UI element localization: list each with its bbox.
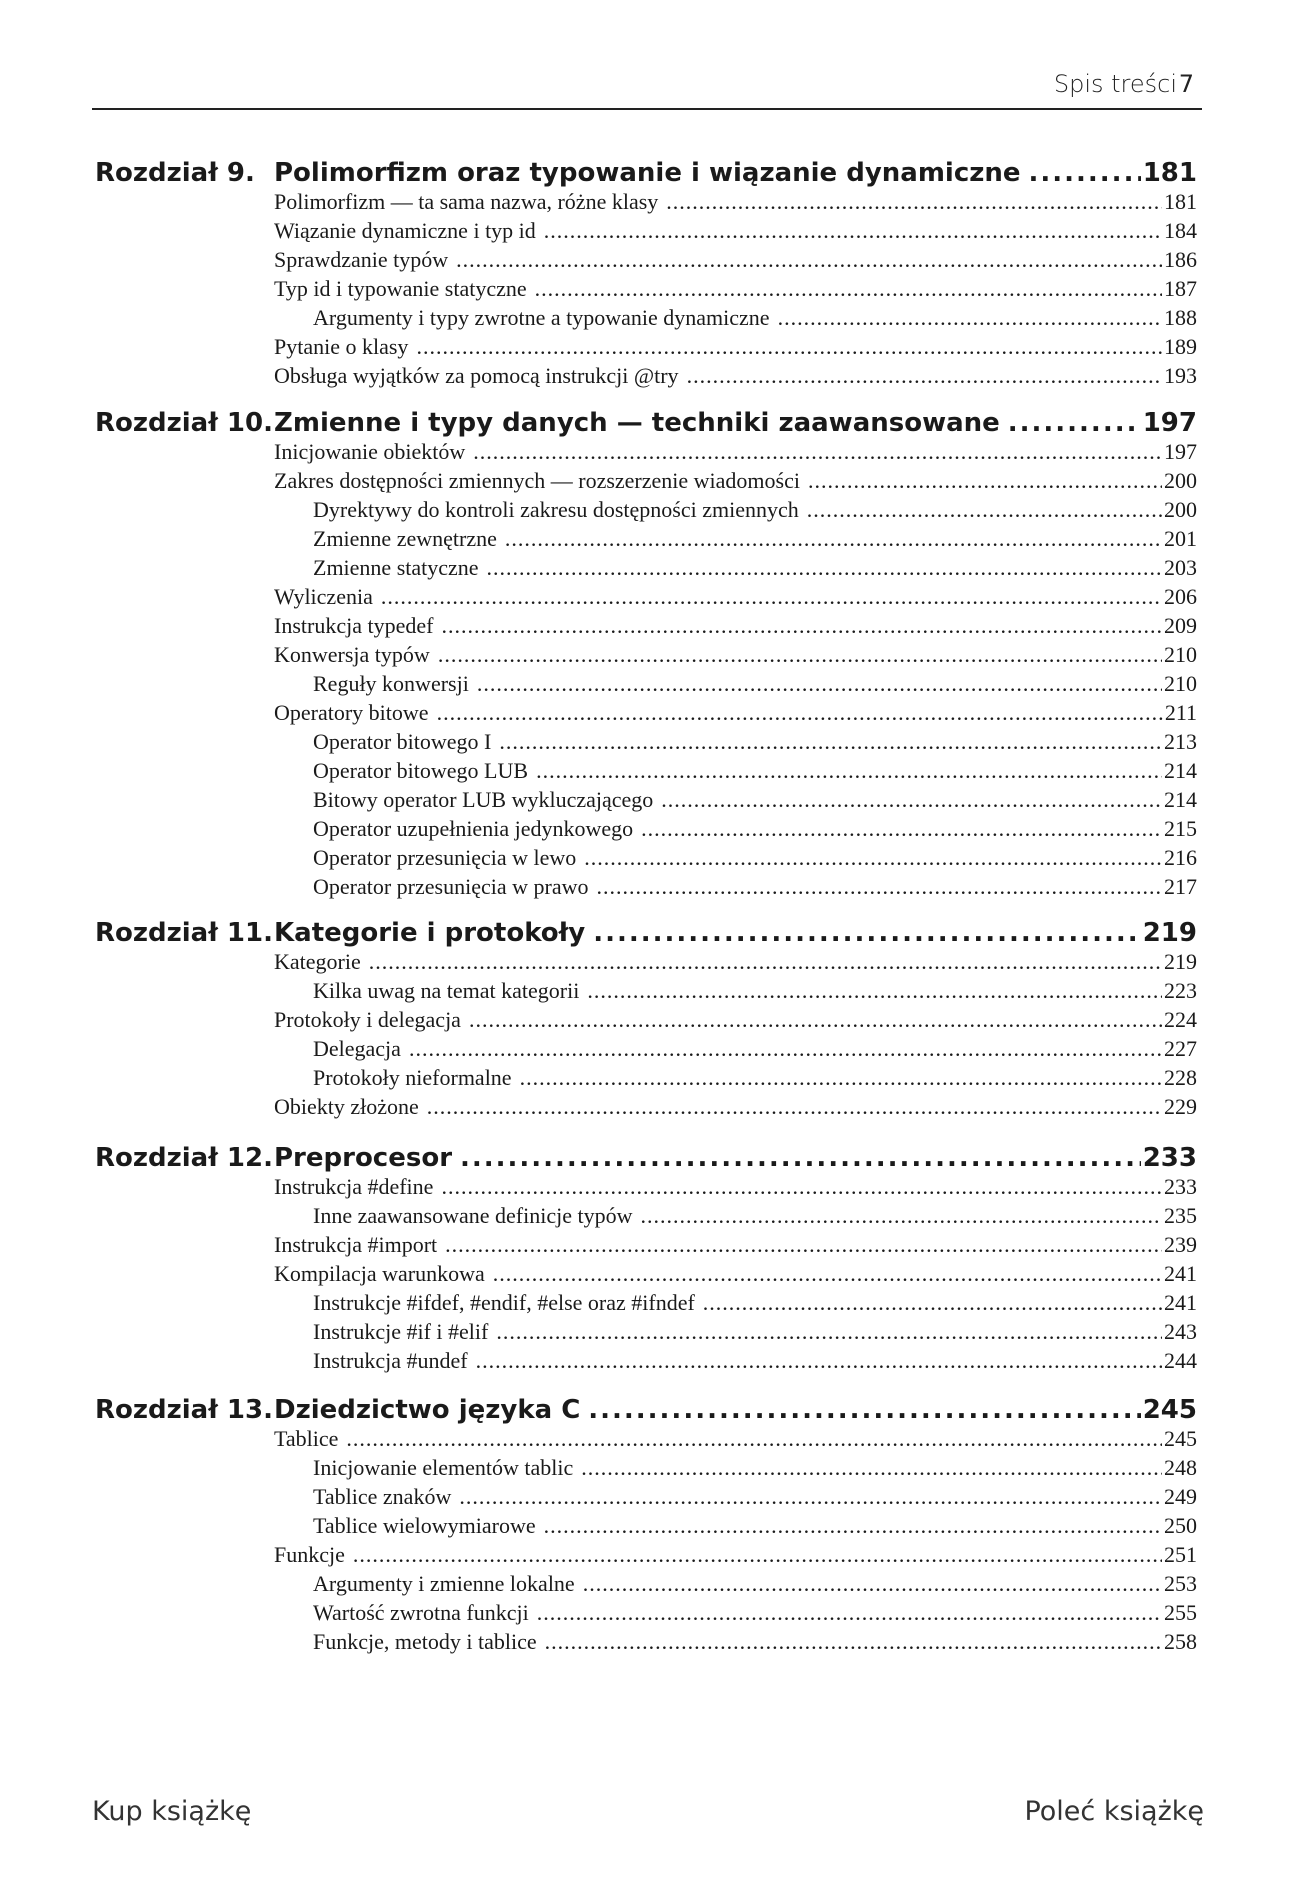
running-title: Spis treści: [1053, 70, 1177, 98]
entry-title: Operator przesunięcia w lewo: [313, 845, 577, 870]
toc-section[interactable]: [274, 187, 1197, 216]
dot-leader: [583, 1569, 1162, 1598]
chapter-page: 245: [1142, 1395, 1197, 1425]
entry-title: Zmienne statyczne: [313, 555, 479, 580]
toc-section[interactable]: [274, 611, 1197, 640]
toc-section[interactable]: [274, 361, 1197, 390]
entry-page: 203: [1164, 555, 1197, 580]
entry-page: 244: [1164, 1348, 1197, 1373]
entry-title: Operator uzupełnienia jedynkowego: [313, 816, 634, 841]
toc-section[interactable]: [274, 1424, 1197, 1453]
chapter-number: Rozdział 9.: [95, 158, 255, 188]
dot-leader: [661, 785, 1162, 814]
entry-title: Inicjowanie elementów tablic: [313, 1455, 574, 1480]
entry-title: Wyliczenia: [274, 584, 373, 609]
chapter-page: 219: [1142, 918, 1197, 948]
toc-subsection[interactable]: [313, 303, 1197, 332]
entry-title: Konwersja typów: [274, 642, 430, 667]
entry-title: Operator przesunięcia w prawo: [313, 874, 589, 899]
dot-leader: [427, 1092, 1162, 1121]
dot-leader: [409, 1034, 1162, 1063]
toc-section[interactable]: [274, 1092, 1197, 1121]
entry-page: 209: [1164, 613, 1197, 638]
toc-subsection[interactable]: [313, 1346, 1197, 1375]
toc-subsection[interactable]: [313, 785, 1197, 814]
dot-leader: [544, 1511, 1162, 1540]
dot-leader: [593, 916, 1140, 950]
entry-title: Funkcje: [274, 1542, 345, 1567]
chapter-title-row[interactable]: [274, 156, 1197, 190]
toc-subsection[interactable]: [313, 1511, 1197, 1540]
chapter-title-row[interactable]: [274, 1393, 1197, 1427]
entry-title: Tablice wielowymiarowe: [313, 1513, 536, 1538]
toc-section[interactable]: [274, 1230, 1197, 1259]
entry-page: 241: [1164, 1290, 1197, 1315]
entry-title: Wiązanie dynamiczne i typ id: [274, 218, 536, 243]
dot-leader: [520, 1063, 1162, 1092]
toc-section[interactable]: [274, 640, 1197, 669]
entry-title: Instrukcja typedef: [274, 613, 434, 638]
dot-leader: [505, 524, 1162, 553]
toc-section[interactable]: [274, 582, 1197, 611]
toc-subsection[interactable]: [313, 1482, 1197, 1511]
entry-page: 214: [1164, 758, 1197, 783]
dot-leader: [778, 303, 1162, 332]
dot-leader: [807, 495, 1162, 524]
entry-page: 187: [1164, 276, 1197, 301]
entry-page: 189: [1164, 334, 1197, 359]
dot-leader: [1008, 406, 1141, 440]
dot-leader: [596, 872, 1162, 901]
entry-title: Typ id i typowanie statyczne: [274, 276, 527, 301]
entry-page: 181: [1164, 189, 1197, 214]
toc-section[interactable]: [274, 437, 1197, 466]
dot-leader: [469, 1005, 1162, 1034]
dot-leader: [346, 1424, 1162, 1453]
toc-subsection[interactable]: [313, 727, 1197, 756]
dot-leader: [584, 843, 1162, 872]
toc-section[interactable]: [274, 245, 1197, 274]
dot-leader: [437, 698, 1163, 727]
dot-leader: [537, 1598, 1162, 1627]
entry-title: Zakres dostępności zmiennych — rozszerzenie wiadomości: [274, 468, 800, 493]
chapter-number: Rozdział 12.: [95, 1143, 273, 1173]
chapter-number: Rozdział 11.: [95, 918, 273, 948]
toc-subsection[interactable]: [313, 1317, 1197, 1346]
entry-title: Reguły konwersji: [313, 671, 469, 696]
entry-page: 255: [1164, 1600, 1197, 1625]
recommend-book-link[interactable]: Poleć książkę: [1024, 1796, 1204, 1827]
entry-title: Kilka uwag na temat kategorii: [313, 978, 580, 1003]
toc-section[interactable]: [274, 698, 1197, 727]
toc-section[interactable]: [274, 1172, 1197, 1201]
toc-subsection[interactable]: [313, 1201, 1197, 1230]
entry-page: 186: [1164, 247, 1197, 272]
entry-page: 219: [1164, 949, 1197, 974]
dot-leader: [536, 756, 1162, 785]
toc-subsection[interactable]: [313, 1288, 1197, 1317]
toc-subsection[interactable]: [313, 756, 1197, 785]
entry-page: 193: [1164, 363, 1197, 388]
entry-page: 227: [1164, 1036, 1197, 1061]
entry-page: 248: [1164, 1455, 1197, 1480]
chapter-page: 233: [1142, 1143, 1197, 1173]
toc-section[interactable]: [274, 1005, 1197, 1034]
entry-title: Zmienne zewnętrzne: [313, 526, 497, 551]
toc-section[interactable]: [274, 947, 1197, 976]
chapter-title: Kategorie i protokoły: [274, 918, 586, 948]
entry-page: 253: [1164, 1571, 1197, 1596]
entry-page: 213: [1164, 729, 1197, 754]
entry-title: Instrukcja #import: [274, 1232, 438, 1257]
toc-subsection[interactable]: [313, 1063, 1197, 1092]
toc-subsection[interactable]: [313, 553, 1197, 582]
toc-subsection[interactable]: [313, 1598, 1197, 1627]
entry-page: 241: [1164, 1261, 1197, 1286]
chapter-title: Zmienne i typy danych — techniki zaawansowane: [274, 408, 1000, 438]
entry-page: 214: [1164, 787, 1197, 812]
entry-page: 228: [1164, 1065, 1197, 1090]
entry-title: Polimorfizm — ta sama nazwa, różne klasy: [274, 189, 659, 214]
entry-title: Wartość zwrotna funkcji: [313, 1600, 529, 1625]
entry-title: Protokoły i delegacja: [274, 1007, 461, 1032]
toc-subsection[interactable]: [313, 1453, 1197, 1482]
page-number: 7: [1178, 70, 1194, 98]
toc-subsection[interactable]: [313, 1569, 1197, 1598]
entry-title: Instrukcja #undef: [313, 1348, 468, 1373]
entry-title: Argumenty i typy zwrotne a typowanie dynamiczne: [313, 305, 770, 330]
entry-page: 201: [1164, 526, 1197, 551]
toc-section[interactable]: [274, 466, 1197, 495]
dot-leader: [416, 332, 1162, 361]
toc-subsection[interactable]: [313, 976, 1197, 1005]
dot-leader: [535, 274, 1162, 303]
dot-leader: [499, 727, 1162, 756]
entry-title: Kompilacja warunkowa: [274, 1261, 485, 1286]
toc-subsection[interactable]: [313, 1627, 1197, 1656]
entry-title: Operator bitowego LUB: [313, 758, 529, 783]
dot-leader: [493, 1259, 1162, 1288]
toc-section[interactable]: [274, 274, 1197, 303]
chapter-title-row[interactable]: [274, 406, 1197, 440]
dot-leader: [477, 669, 1162, 698]
dot-leader: [460, 1141, 1141, 1175]
entry-page: 210: [1164, 642, 1197, 667]
chapter-number: Rozdział 13.: [95, 1395, 273, 1425]
entry-title: Kategorie: [274, 949, 361, 974]
entry-page: 217: [1164, 874, 1197, 899]
dot-leader: [687, 361, 1162, 390]
chapter-title-row[interactable]: [274, 1141, 1197, 1175]
dot-leader: [587, 976, 1162, 1005]
buy-book-link[interactable]: Kup książkę: [92, 1796, 252, 1827]
dot-leader: [353, 1540, 1162, 1569]
dot-leader: [1029, 156, 1141, 190]
entry-page: 251: [1164, 1542, 1197, 1567]
dot-leader: [641, 814, 1162, 843]
dot-leader: [473, 437, 1162, 466]
entry-page: 200: [1164, 497, 1197, 522]
entry-title: Tablice znaków: [313, 1484, 452, 1509]
dot-leader: [808, 466, 1162, 495]
entry-page: 200: [1164, 468, 1197, 493]
toc-section[interactable]: [274, 1540, 1197, 1569]
entry-title: Funkcje, metody i tablice: [313, 1629, 537, 1654]
dot-leader: [438, 640, 1162, 669]
dot-leader: [496, 1317, 1162, 1346]
toc-subsection[interactable]: [313, 495, 1197, 524]
entry-page: 235: [1164, 1203, 1197, 1228]
entry-title: Inne zaawansowane definicje typów: [313, 1203, 633, 1228]
dot-leader: [456, 245, 1162, 274]
toc-section[interactable]: [274, 216, 1197, 245]
toc-subsection[interactable]: [313, 669, 1197, 698]
entry-title: Argumenty i zmienne lokalne: [313, 1571, 575, 1596]
entry-page: 249: [1164, 1484, 1197, 1509]
dot-leader: [369, 947, 1162, 976]
entry-page: 243: [1164, 1319, 1197, 1344]
toc-subsection[interactable]: [313, 1034, 1197, 1063]
dot-leader: [487, 553, 1162, 582]
dot-leader: [545, 1627, 1162, 1656]
entry-title: Obsługa wyjątków za pomocą instrukcji @try: [274, 363, 679, 388]
toc-subsection[interactable]: [313, 872, 1197, 901]
chapter-title: Dziedzictwo języka C: [274, 1395, 581, 1425]
entry-title: Protokoły nieformalne: [313, 1065, 512, 1090]
entry-page: 250: [1164, 1513, 1197, 1538]
entry-title: Instrukcja #define: [274, 1174, 434, 1199]
dot-leader: [381, 582, 1162, 611]
entry-title: Dyrektywy do kontroli zakresu dostępności zmiennych: [313, 497, 799, 522]
entry-title: Obiekty złożone: [274, 1094, 419, 1119]
entry-title: Operatory bitowe: [274, 700, 429, 725]
dot-leader: [544, 216, 1162, 245]
entry-page: 188: [1164, 305, 1197, 330]
chapter-number: Rozdział 10.: [95, 408, 273, 438]
entry-title: Bitowy operator LUB wykluczającego: [313, 787, 654, 812]
dot-leader: [445, 1230, 1162, 1259]
entry-title: Inicjowanie obiektów: [274, 439, 466, 464]
entry-page: 215: [1164, 816, 1197, 841]
entry-title: Instrukcje #ifdef, #endif, #else oraz #ifndef: [313, 1290, 695, 1315]
dot-leader: [581, 1453, 1162, 1482]
entry-page: 197: [1164, 439, 1197, 464]
toc-section[interactable]: [274, 332, 1197, 361]
entry-page: 210: [1164, 671, 1197, 696]
entry-title: Operator bitowego I: [313, 729, 492, 754]
dot-leader: [441, 1172, 1162, 1201]
entry-page: 245: [1164, 1426, 1197, 1451]
dot-leader: [666, 187, 1162, 216]
entry-page: 211: [1164, 700, 1197, 725]
entry-title: Sprawdzanie typów: [274, 247, 449, 272]
dot-leader: [459, 1482, 1162, 1511]
toc-subsection[interactable]: [313, 843, 1197, 872]
entry-page: 229: [1164, 1094, 1197, 1119]
entry-page: 258: [1164, 1629, 1197, 1654]
entry-page: 239: [1164, 1232, 1197, 1257]
entry-title: Instrukcje #if i #elif: [313, 1319, 489, 1344]
entry-page: 224: [1164, 1007, 1197, 1032]
entry-title: Pytanie o klasy: [274, 334, 409, 359]
chapter-title-row[interactable]: [274, 916, 1197, 950]
entry-page: 206: [1164, 584, 1197, 609]
dot-leader: [703, 1288, 1162, 1317]
entry-page: 216: [1164, 845, 1197, 870]
entry-title: Tablice: [274, 1426, 339, 1451]
toc-subsection[interactable]: [313, 814, 1197, 843]
entry-page: 233: [1164, 1174, 1197, 1199]
toc-subsection[interactable]: [313, 524, 1197, 553]
dot-leader: [640, 1201, 1162, 1230]
chapter-page: 197: [1142, 408, 1197, 438]
chapter-title: Polimorfizm oraz typowanie i wiązanie dynamiczne: [274, 158, 1021, 188]
dot-leader: [588, 1393, 1140, 1427]
chapter-page: 181: [1142, 158, 1197, 188]
chapter-title: Preprocesor: [274, 1143, 453, 1173]
entry-title: Delegacja: [313, 1036, 401, 1061]
entry-page: 223: [1164, 978, 1197, 1003]
page-header: [92, 66, 1202, 110]
toc-section[interactable]: [274, 1259, 1197, 1288]
dot-leader: [441, 611, 1162, 640]
entry-page: 184: [1164, 218, 1197, 243]
dot-leader: [476, 1346, 1162, 1375]
